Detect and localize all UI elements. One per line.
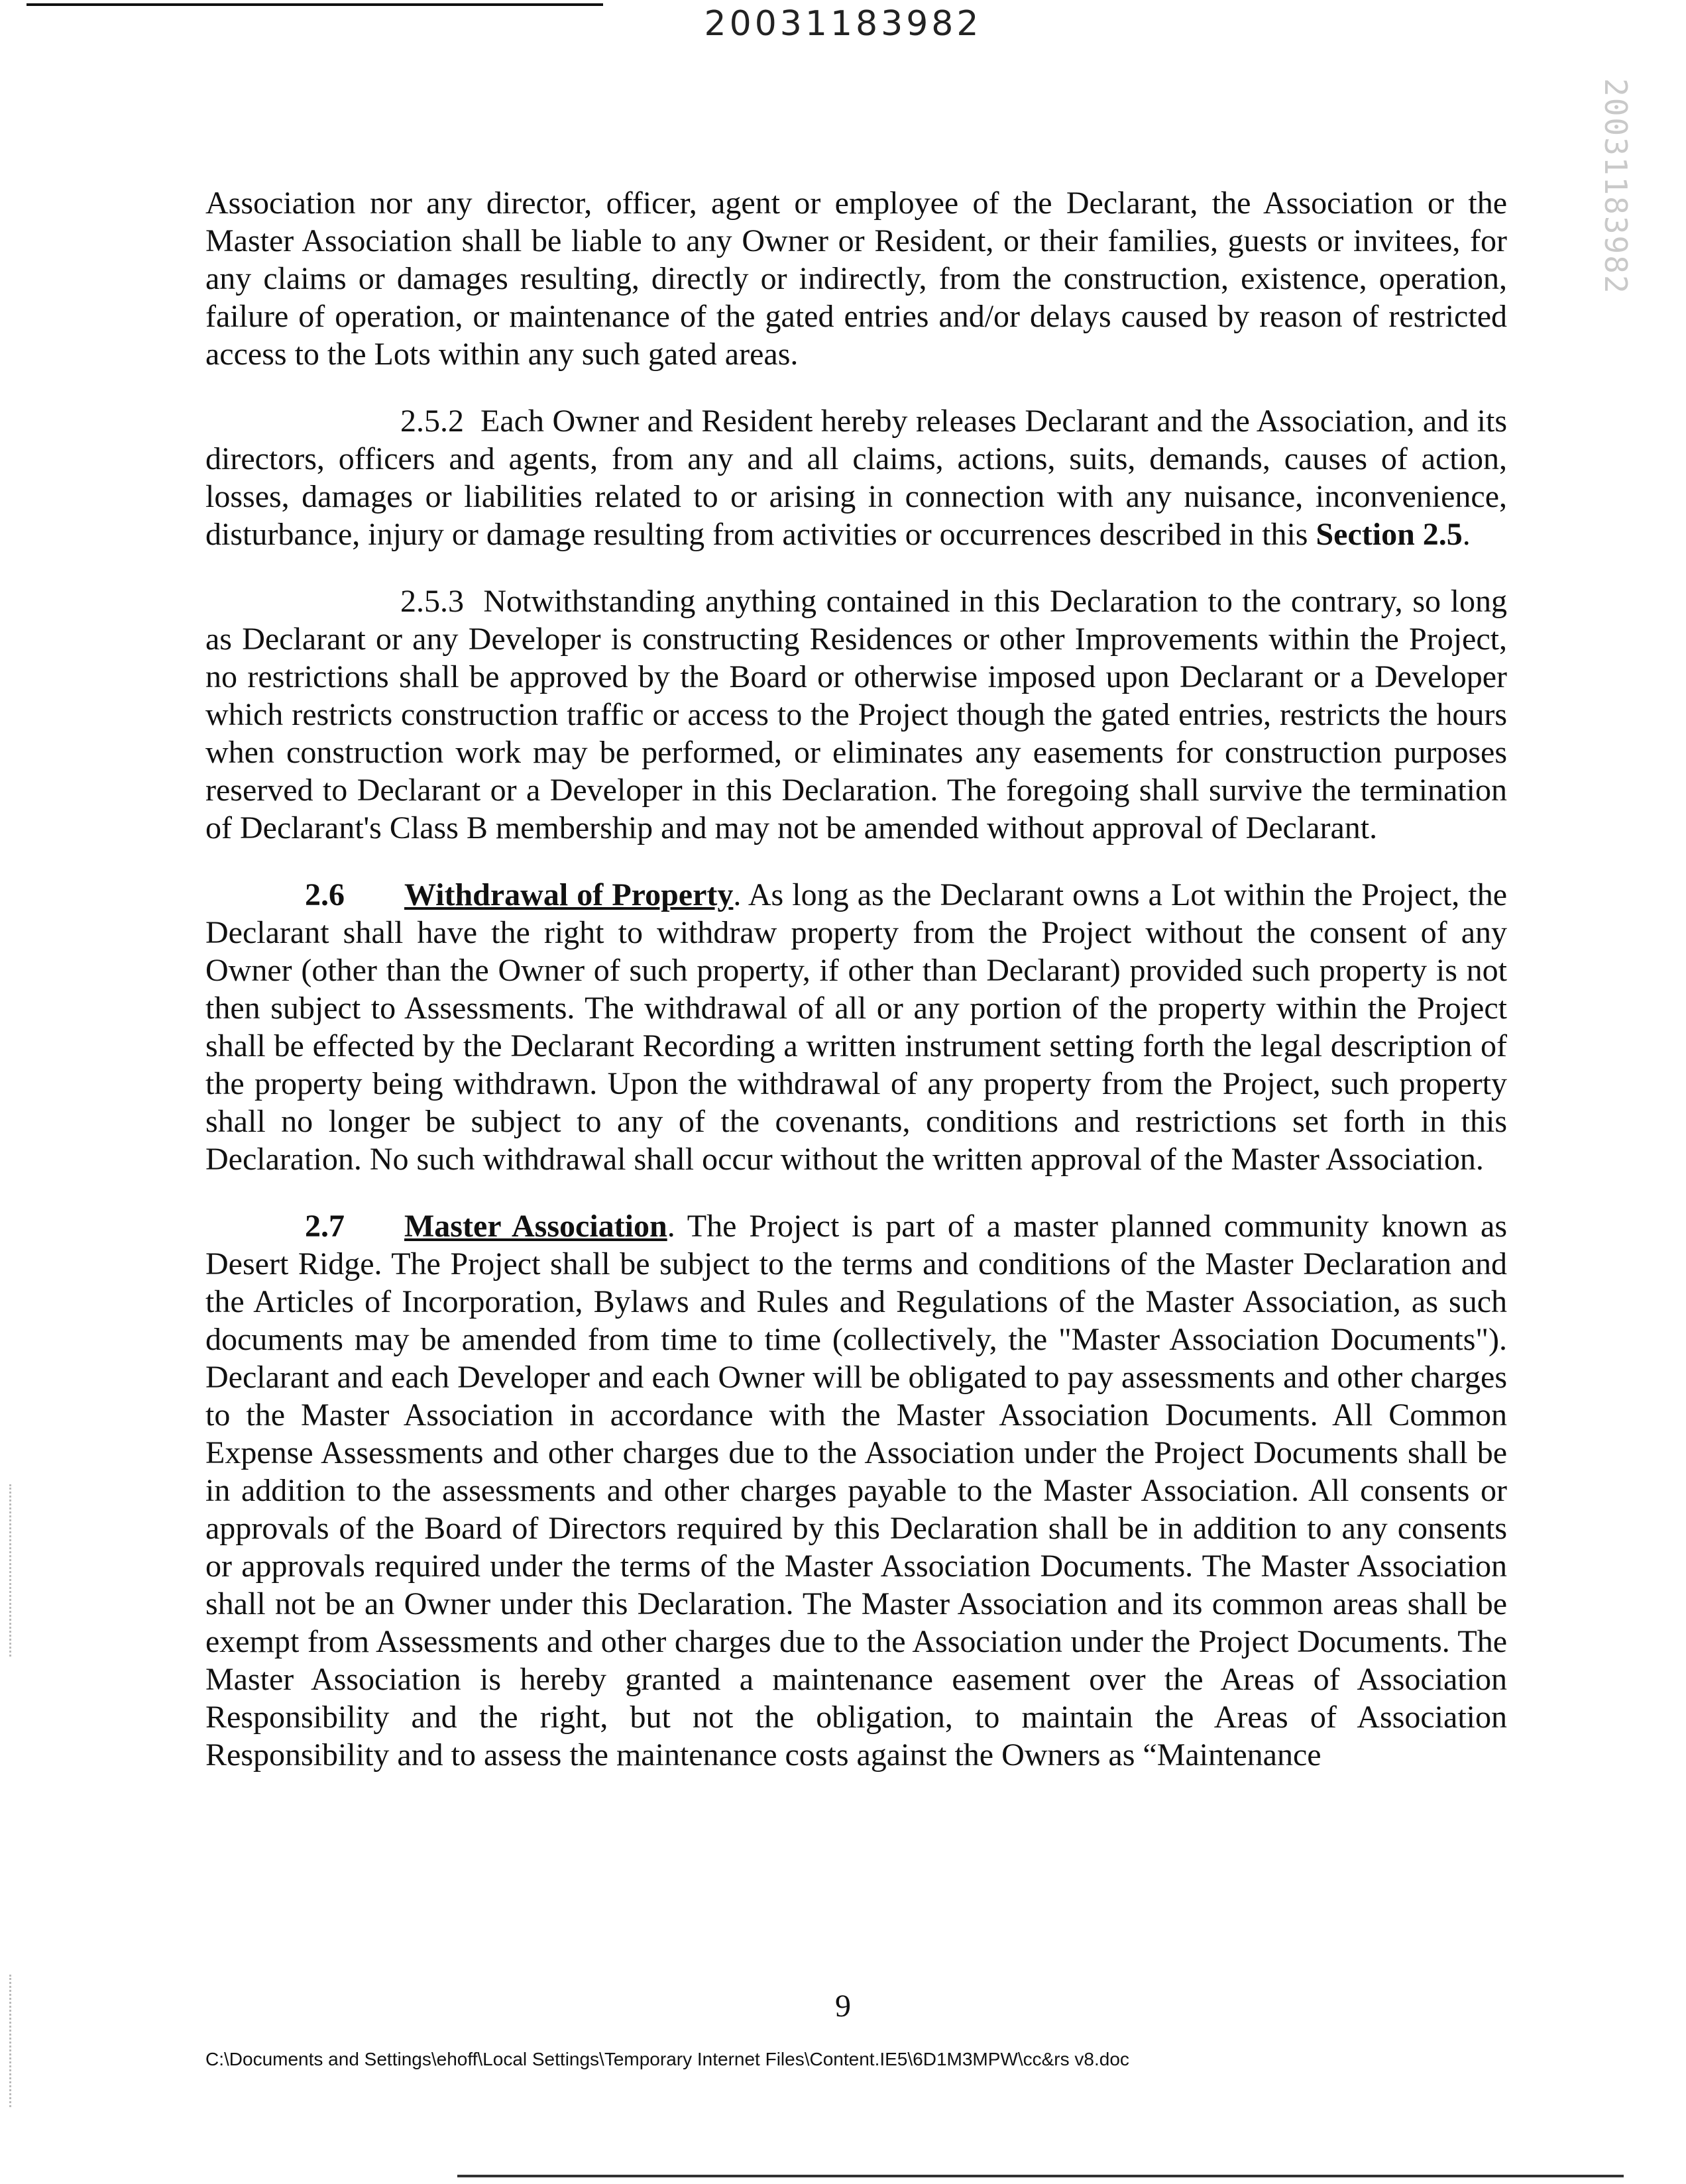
svg-text:20031183982: 20031183982 — [1598, 78, 1634, 295]
section-reference: Section 2.5 — [1316, 517, 1463, 552]
section-number: 2.6 — [305, 877, 345, 912]
paragraph-2-5-3 — [205, 582, 1507, 847]
paragraph-end: . — [1462, 517, 1471, 552]
section-text: . As long as the Declarant owns a Lot within the Project, the Declarant shall have the right to withdraw property from the Project without the consent of any Owner (other than the Owner of such property, if other than Declarant) provided such property is not then subject to Assessments. The withdrawal of all or any portion of the property within the Project shall be effected by the Declarant Recording a written instrument setting forth the legal description of the property being withdrawn. Upon the withdrawal of any property from the Project, such property shall no longer be subject to any of the covenants, conditions and restrictions set forth in this Declaration. No such withdrawal shall occur without the written approval of the Master Association. — [205, 877, 1507, 1177]
paragraph-continuation: Association nor any director, officer, agent or employee of the Declarant, the Association or the Master Association shall be liable to any Owner or Resident, or their families, guests or invitees, for any claims or damages resulting, directly or indirectly, from the construction, existence, operation, failure of operation, or maintenance of the gated entries and/or delays caused by reason of restricted access to the Lots within any such gated areas. — [205, 186, 1507, 372]
file-path: C:\Documents and Settings\ehoff\Local Settings\Temporary Internet Files\Content.IE5\6D1M3MPW\cc&rs v8.doc — [205, 2049, 1129, 2069]
paragraph-2-5-2 — [205, 402, 1507, 553]
subsection-number: 2.5.3 — [400, 584, 464, 619]
section-title: Master Association — [404, 1209, 667, 1244]
section-2-6 — [205, 876, 1507, 1178]
section-2-7 — [205, 1207, 1507, 1774]
paragraph-text: Notwithstanding anything contained in this Declaration to the contrary, so long as Declarant or any Developer is constructing Residences or other Improvements within the Project, no restrictions shall be approved by the Board or otherwise imposed upon Declarant or a Developer which restricts construction traffic or access to the Project though the gated entries, restricts the hours when construction work may be performed, or eliminates any easements for construction purposes reserved to Declarant or a Developer in this Declaration. The foregoing shall survive the termination of Declarant's Class B membership and may not be amended without approval of Declarant. — [205, 584, 1508, 846]
document-number: 20031183982 — [704, 4, 982, 44]
recording-stamp-icon — [1579, 78, 1634, 295]
scan-margin-marks — [9, 1484, 14, 1657]
subsection-number: 2.5.2 — [400, 404, 464, 439]
page-number: 9 — [835, 1989, 851, 2024]
paragraph-text: Each Owner and Resident hereby releases Declarant and the Association, and its directors, officers and agents, from any and all claims, actions, suits, demands, causes of action, losses, damages or liabilities related to or arising in connection with any nuisance, inconvenience, disturbance, injury or damage resulting from activities or occurrences described in this — [205, 404, 1508, 552]
section-number: 2.7 — [305, 1209, 345, 1244]
section-title: Withdrawal of Property — [404, 877, 734, 912]
bottom-rule — [457, 2175, 1624, 2177]
document-body — [205, 184, 1507, 1803]
section-text: . The Project is part of a master planned community known as Desert Ridge. The Project shall be subject to the terms and conditions of the Master Declaration and the Articles of Incorporation, Bylaws and Rules and Regulations of the Master Association, as such documents may be amended from time to time (collectively, the "Master Association Documents"). Declarant and each Developer and each Owner will be obligated to pay assessments and other charges to the Master Association in accordance with the Master Association Documents. All Common Expense Assessments and other charges due to the Association under the Project Documents shall be in addition to the assessments and other charges payable to the Master Association. All consents or approvals of the Board of Directors required by this Declaration shall be in addition to any consents or approvals required under the terms of the Master Association Documents. The Master Association shall not be an Owner under this Declaration. The Master Association and its common areas shall be exempt from Assessments and other charges due to the Association under the Project Documents. The Master Association is hereby granted a maintenance easement over the Areas of Association Responsibility and the right, but not the obligation, to maintain the Areas of Association Responsibility and to assess the maintenance costs against the Owners as “Maintenance — [205, 1209, 1507, 1773]
